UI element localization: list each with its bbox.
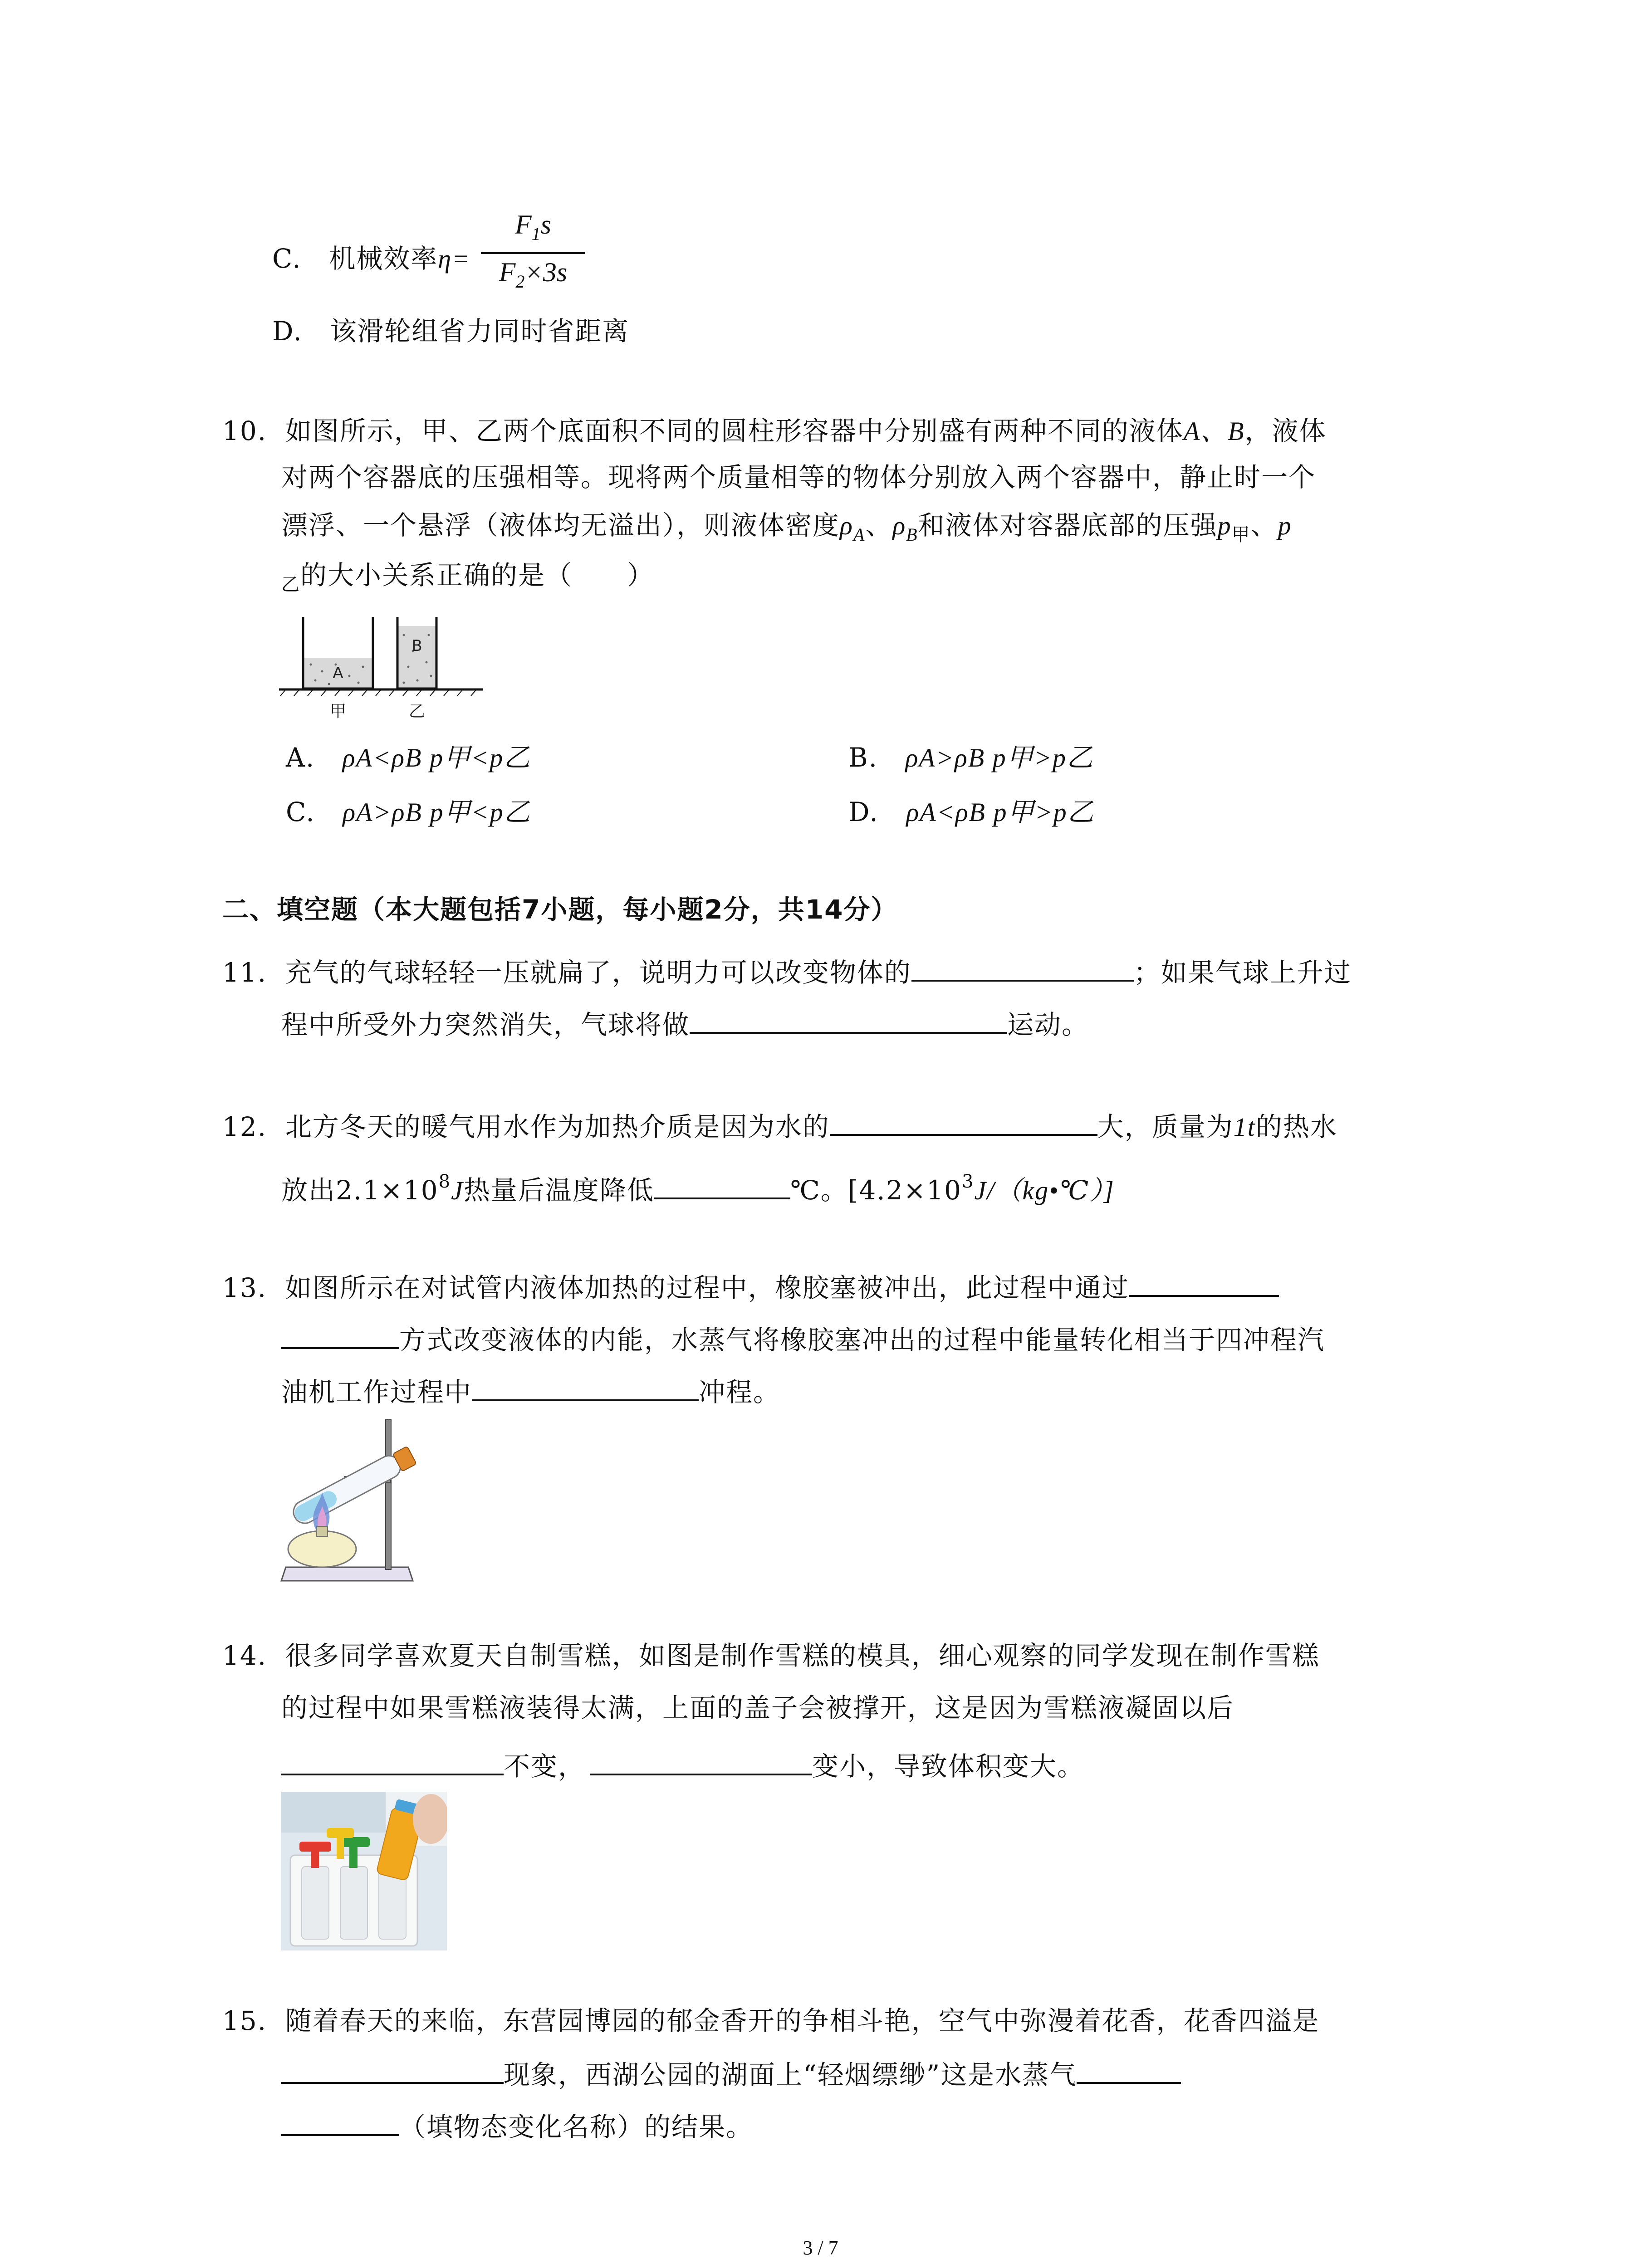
fraction-numerator: $F_1s$ — [514, 210, 551, 244]
q13-line-2: 方式改变液体的内能，水蒸气将橡胶塞冲出的过程中能量转化相当于四冲程汽 — [281, 1320, 1325, 1358]
q13-line-1: 13. 如图所示在对试管内液体加热的过程中，橡胶塞被冲出，此过程中通过 — [222, 1268, 1279, 1306]
answer-blank — [830, 1107, 1097, 1136]
answer-blank — [911, 953, 1134, 982]
efficiency-fraction — [481, 206, 585, 300]
q12-line-1: 12. 北方冬天的暖气用水作为加热介质是因为水的 大，质量为1t的热水 — [222, 1107, 1337, 1145]
q10-line-3: 漂浮、一个悬浮（液体均无溢出），则液体密度$\rho_A$、$\rho_B$和液体对容器底部的压强$p_甲$、p — [281, 510, 1292, 545]
q10-line-2: 对两个容器底的压强相等。现将两个质量相等的物体分别放入两个容器中，静止时一个 — [281, 462, 1316, 493]
answer-blank — [281, 1320, 399, 1349]
answer-blank — [654, 1170, 790, 1199]
fraction-denominator: $F_2\times 3s$ — [481, 252, 585, 300]
answer-blank — [590, 1746, 812, 1775]
containers-figure — [277, 608, 485, 730]
q15-line-2: 现象，西湖公园的湖面上“轻烟缥缈”这是水蒸气 — [281, 2055, 1181, 2093]
option-label: C. — [272, 243, 302, 274]
answer-blank — [1129, 1268, 1279, 1297]
answer-blank — [281, 2055, 504, 2084]
page-number: 3 / 7 — [803, 2237, 838, 2259]
label-liquid-a: A — [333, 664, 343, 682]
option-text: 机械效率 — [329, 243, 438, 274]
question-number: 14. — [222, 1640, 267, 1671]
q10-line-4: $_乙$的大小关系正确的是（ ） — [281, 560, 655, 595]
option-text: 该滑轮组省力同时省距离 — [330, 316, 630, 347]
q14-line-3: 不变， 变小，导致体积变大。 — [281, 1746, 1084, 1784]
q9-option-c — [272, 240, 470, 277]
q11-line-1: 11. 充气的气球轻轻一压就扁了，说明力可以改变物体的 ；如果气球上升过 — [222, 953, 1352, 991]
q9-option-d — [272, 313, 629, 349]
q10-option-b: B. ρA>ρB p甲>p乙 — [848, 742, 1094, 773]
answer-blank — [690, 1005, 1007, 1034]
label-yi: 乙 — [408, 702, 426, 721]
q15-line-1: 15. 随着春天的来临，东营园博园的郁金香开的争相斗艳，空气中弥漫着花香，花香四溢是 — [222, 2005, 1320, 2036]
answer-blank — [472, 1372, 699, 1401]
question-number: 12. — [222, 1111, 267, 1142]
option-label: D. — [272, 316, 303, 347]
eta-symbol: η= — [438, 244, 471, 274]
question-number: 13. — [222, 1272, 267, 1303]
q10-line-1: 10. 如图所示，甲、乙两个底面积不同的圆柱形容器中分别盛有两种不同的液体A、B，液体 — [222, 415, 1327, 446]
q13-line-3: 油机工作过程中 冲程。 — [281, 1372, 780, 1410]
stand-rod — [386, 1420, 391, 1569]
label-jia: 甲 — [329, 702, 347, 721]
q10-option-d: D. ρA<ρB p甲>p乙 — [848, 797, 1095, 827]
section-2-heading: 二、填空题（本大题包括7小题，每小题2分，共14分） — [222, 894, 898, 925]
question-number: 15. — [222, 2005, 267, 2036]
q11-line-2: 程中所受外力突然消失，气球将做 运动。 — [281, 1005, 1089, 1043]
question-number: 10. — [222, 415, 267, 446]
lamp-wick-holder — [317, 1526, 328, 1536]
popsicle-mold-photo — [281, 1792, 447, 1950]
test-tube-heating-figure — [277, 1413, 445, 1590]
q10-option-c: C. ρA>ρB p甲<p乙 — [286, 797, 531, 827]
q14-line-1: 14. 很多同学喜欢夏天自制雪糕，如图是制作雪糕的模具，细心观察的同学发现在制作雪糕 — [222, 1640, 1320, 1671]
answer-blank — [281, 1746, 504, 1775]
q15-line-3: （填物态变化名称）的结果。 — [281, 2107, 753, 2145]
test-tube — [289, 1445, 417, 1527]
q12-line-2: 放出$2.1\times 10^8J$热量后温度降低 ℃。$[4.2\times 10^3J/(kg•℃)]$ — [281, 1171, 1115, 1206]
q14-line-2: 的过程中如果雪糕液装得太满，上面的盖子会被撑开，这是因为雪糕液凝固以后 — [281, 1692, 1234, 1723]
label-liquid-b: B — [411, 637, 422, 655]
stand-base — [281, 1567, 413, 1581]
question-number: 11. — [222, 957, 267, 988]
answer-blank — [1077, 2055, 1181, 2084]
q10-option-a: A. ρA<ρB p甲<p乙 — [286, 742, 531, 773]
answer-blank — [281, 2107, 399, 2136]
